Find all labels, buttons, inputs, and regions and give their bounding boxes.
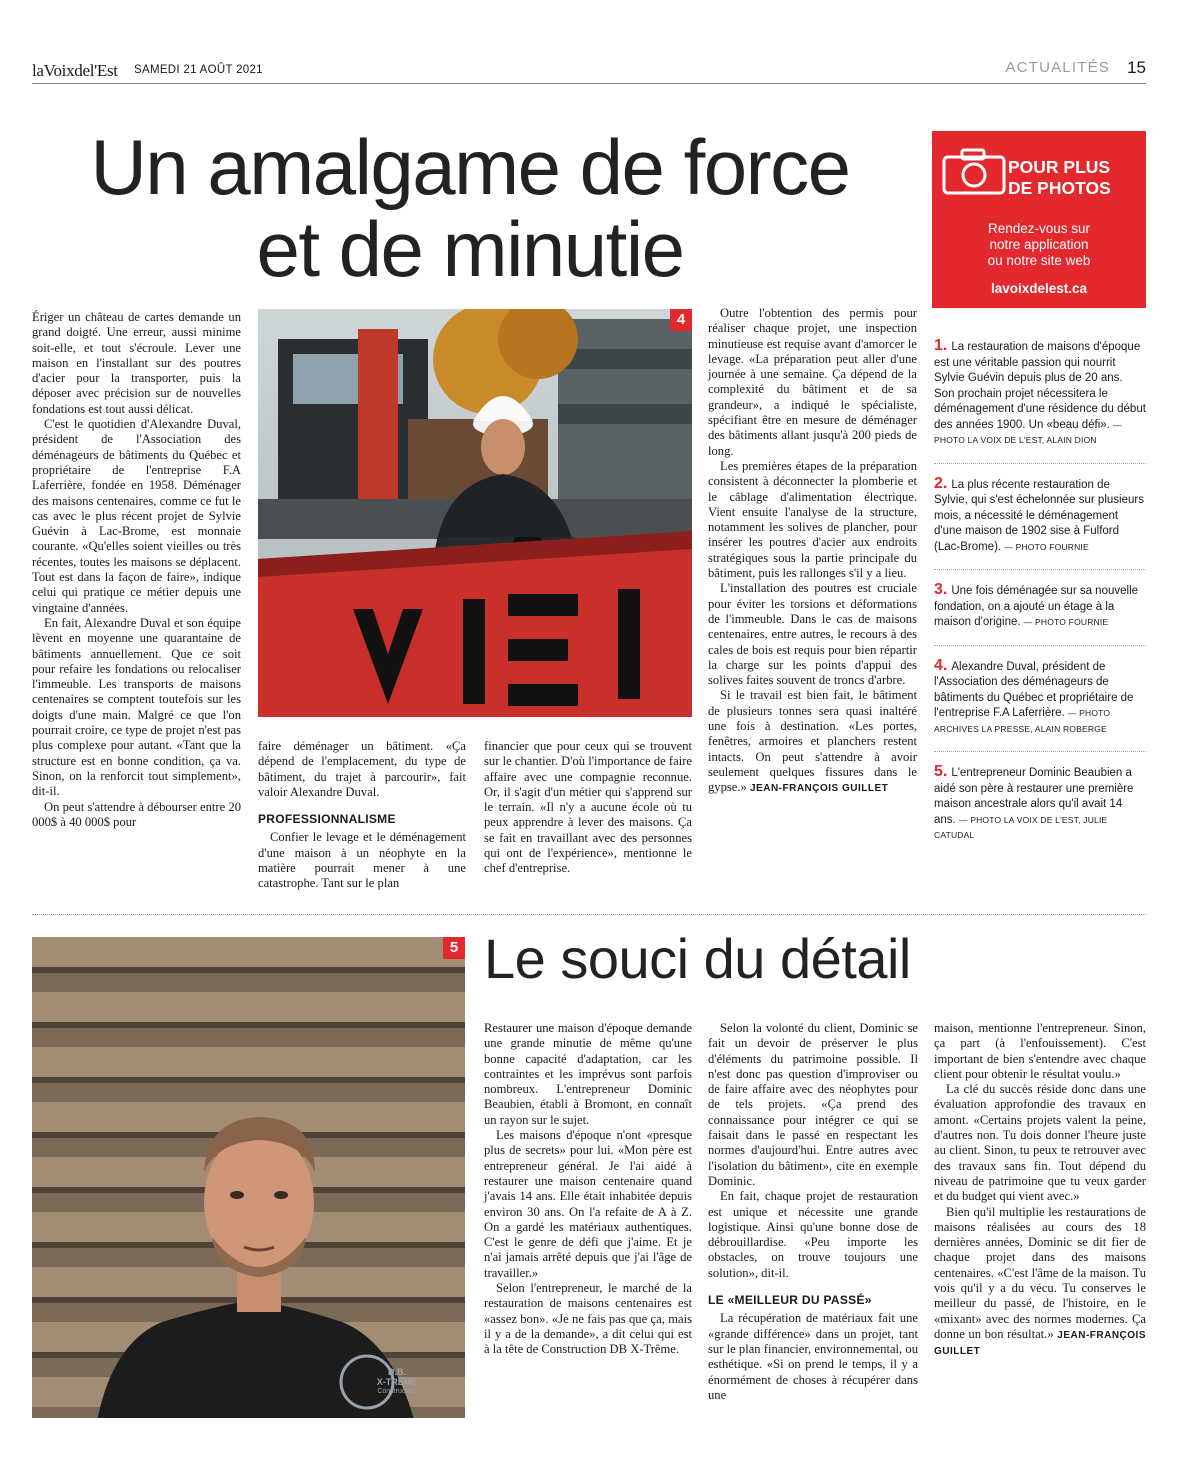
promo-box[interactable] xyxy=(932,131,1146,308)
paragraph: C'est le quotidien d'Alexandre Duval, président de l'Association des déménageurs de bâtiments du Québec et propriétaire de l'entreprise F.A Laferrière, fondée en 1958. Déménager des maisons centenaires, comme ce fut le cas avec le plus récent projet de Sylvie Guévin à Lac-Brome, est monnaie courante. «Qu'elles soient vieilles ou très récentes, toutes les maisons se déplacent. Tout est dans la façon de faire», indique celui qui pratique ce métier depuis une vingtaine d'années. xyxy=(32,417,241,615)
paragraph: La récupération de matériaux fait une «grande différence» dans un projet, tant sur le plan financier, environnemental, ou esthétique. «Si on prend le temps, il y a énormément de choses à récupérer dans une xyxy=(708,1311,918,1402)
article2-column-1 xyxy=(484,1021,692,1358)
page-header xyxy=(32,58,1146,84)
caption-list xyxy=(934,330,1146,858)
article1-column-4 xyxy=(708,306,917,797)
paragraph: En fait, Alexandre Duval et son équipe lèvent en moyenne une quarantaine de bâtiments annuellement. Que ce soit pour refaire les fondations ou relocaliser l'immeuble. Les transports de maisons centenaires se comptent toutefois sur les doigts d'une main. Malgré ce que l'on pourrait croire, ce type de projet n'est pas plus complexe pour autant. «Tant que la structure est en bonne condition, ça va. Sinon, on la renforcit tout simplement», dit-il. xyxy=(32,615,241,799)
caption-number: 2. xyxy=(934,474,948,492)
subheading: LE «MEILLEUR DU PASSÉ» xyxy=(708,1293,872,1308)
caption-number: 1. xyxy=(934,337,948,354)
masthead-logo: laVoixdel'Est xyxy=(32,61,118,80)
paragraph: Ériger un château de cartes demande un grand doigté. Une erreur, aussi minime soit-elle, et tout s'écroule. Lever une maison en l'installant sur des poutres d'acier pour la transporter, puis la déposer avec précision sur de nouvelles fondations est tout aussi délicat. xyxy=(32,310,241,416)
photo-credit: — PHOTO ARCHIVES LA PRESSE, ALAIN ROBERGE xyxy=(934,708,1111,734)
headline-line-2: et de minutie xyxy=(256,205,684,293)
author-signature: JEAN-FRANÇOIS GUILLET xyxy=(749,783,889,795)
article1-column-2 xyxy=(258,739,466,892)
caption-1 xyxy=(934,330,1146,464)
caption-number: 5. xyxy=(934,763,948,780)
article1-column-3 xyxy=(484,739,692,877)
shirt-logo-text xyxy=(362,1367,432,1397)
photo-alexandre-duval xyxy=(258,309,692,717)
photo-credit: — PHOTO FOURNIE xyxy=(1023,617,1109,627)
caption-5 xyxy=(934,752,1146,858)
promo-title xyxy=(1008,157,1111,199)
caption-2 xyxy=(934,464,1146,571)
photo-credit: — PHOTO LA VOIX DE L'EST, JULIE CATUDAL xyxy=(934,814,1108,840)
caption-text: Alexandre Duval, président de l'Association des déménageurs de bâtiments du Québec et propriétaire de l'entreprise F.A Laferrière. xyxy=(934,660,1134,719)
section-label: ACTUALITÉS xyxy=(1005,59,1110,76)
photo-4-illustration xyxy=(258,309,692,717)
issue-date: SAMEDI 21 AOÛT 2021 xyxy=(134,64,263,76)
photo-5-illustration xyxy=(32,937,465,1418)
paragraph: La clé du succès réside donc dans une évaluation approfondie des travaux en amont. «Certains projets valent la peine, d'autres non. Tu dois donner l'heure juste au client. Sinon, tu peux te retrouver avec des travaux sans fin. Tout dépend du niveau de patrimoine que tu veux garder et du budget qui vient avec.» xyxy=(934,1082,1146,1204)
caption-text: La plus récente restauration de Sylvie, qui s'est échelonnée sur plusieurs mois, a nécessité le déménagement d'une maison de 1902 sise à Fulford (Lac-Brome). xyxy=(934,478,1144,553)
photo-credit: — PHOTO FOURNIE xyxy=(1004,541,1089,552)
promo-url[interactable]: lavoixdelest.ca xyxy=(990,281,1088,296)
caption-text: La restauration de maisons d'époque est une véritable passion qui nourrit Sylvie Guévin depuis plus de 20 ans. Son prochain projet nécessitera le déménagement d'une résidence du début des années 1900. Un «beau défi». xyxy=(934,341,1146,431)
caption-4 xyxy=(934,646,1146,753)
article1-column-1 xyxy=(32,310,241,830)
paragraph: Selon la volonté du client, Dominic se fait un devoir de préserver le plus d'éléments du patrimoine possible. Il n'est donc pas question d'improviser ou de faire affaire avec des néophytes pour de tels projets. «Ça prend des connaissance pour intégrer ce qui se faisait dans le passé en respectant les normes d'aujourd'hui. Entre autres avec l'isolation du bâtiment», cite en exemple Dominic. xyxy=(708,1021,918,1188)
paragraph: En fait, chaque projet de restauration est unique et nécessite une grande logistique. Ainsi qu'une bonne dose de débrouillardise. «Peu importe les obstacles, on trouve toujours une solution», dit-il. xyxy=(708,1189,918,1280)
paragraph: Selon l'entrepreneur, le marché de la restauration de maisons centenaires est «assez bon». «Je ne fais pas que ça, mais il y a de la demande», a dit celui qui est à la tête de Construction DB X-Trême. xyxy=(484,1281,692,1357)
paragraph: Confier le levage et le déménagement d'une maison à un néophyte en la matière pourrait mener à une catastrophe. Tant sur le plan xyxy=(258,830,466,891)
author-signature: JEAN-FRANÇOIS GUILLET xyxy=(934,1329,1146,1358)
shirt-logo-line-2: X-TRÊME xyxy=(376,1377,418,1387)
article2-column-2 xyxy=(708,1021,918,1403)
article2-column-3 xyxy=(934,1021,1146,1360)
photo-dominic-beaubien xyxy=(32,937,465,1418)
shirt-logo-line-3: Construction xyxy=(377,1388,417,1395)
article2-headline: Le souci du détail xyxy=(484,927,911,990)
subheading: PROFESSIONNALISME xyxy=(258,812,396,827)
promo-text: Rendez-vous sur notre application ou notre site web xyxy=(987,221,1091,268)
caption-3 xyxy=(934,570,1146,646)
caption-number: 3. xyxy=(934,581,948,598)
photo-number-badge: 5 xyxy=(443,937,465,959)
page-number: 15 xyxy=(1127,58,1146,77)
paragraph: Les premières étapes de la préparation consistent à déconnecter la plomberie et le câblage d'alimentation électrique. Vient ensuite l'analyse de la structure, notamment les solives de plancher, pour insérer les poutres d'acier aux endroits stratégiques sous la partie principale du bâtiment, puis les rallonges s'il y a lieu. xyxy=(708,458,917,581)
paragraph: financier que pour ceux qui se trouvent sur le chantier. D'où l'importance de faire affaire avec une compagnie reconnue. Or, il s'agit d'un métier qui s'apprend sur le terrain. «Il n'y a aucune école où tu peux apprendre à lever des maisons. Ça se fait en travaillant avec des personnes qui ont de l'expérience», mentionne le chef d'entreprise. xyxy=(484,739,692,876)
camera-icon xyxy=(942,147,1006,200)
promo-title-line-1: POUR PLUS xyxy=(1008,157,1111,177)
headline-line-1: Un amalgame de force xyxy=(90,123,850,211)
promo-title-line-2: DE PHOTOS xyxy=(1008,178,1111,198)
paragraph: L'installation des poutres est cruciale pour éviter les torsions et déformations de l'immeuble. Dans le cas de maisons centenaires, entre autres, le recours à des cales de bois est requis pour bien répartir la charge sur les points d'appui des solives faites souvent de troncs d'arbre. xyxy=(708,581,917,688)
paragraph: On peut s'attendre à débourser entre 20 000$ à 40 000$ pour xyxy=(32,799,241,829)
paragraph: Bien qu'il multiplie les restaurations de maisons réalisées au cours des 18 dernières années, Dominic se dit fier de chaque projet dans des maisons centenaires. «C'est l'âme de la maison. Tu vois qu'il y a du vécu. Tu conserves le meilleur du passé, de l'histoire, en le «mixant» avec des normes modernes. Ça donne un bon résultat.» xyxy=(934,1204,1146,1341)
paragraph: Si le travail est bien fait, le bâtiment de plusieurs tonnes sera quasi inaltéré une fois à destination. «Les portes, fenêtres, armoires et planchers restent intacts. On peut s'attendre à avoir seulement quelques fissures dans le gypse.» xyxy=(708,688,917,795)
shirt-logo-line-1: D.B. xyxy=(388,1367,406,1377)
caption-text: Une fois déménagée sur sa nouvelle fondation, on a ajouté un étage à la maison d'origine. xyxy=(934,585,1139,628)
photo-number-badge: 4 xyxy=(670,309,692,331)
paragraph: maison, mentionne l'entrepreneur. Sinon, ça part (à l'enfouissement). C'est important de bien s'entendre avec chaque client pour obtenir le résultat voulu.» xyxy=(934,1021,1146,1081)
paragraph: Les maisons d'époque n'ont «presque plus de secrets» pour lui. «Mon père est entrepreneur général. Je l'ai aidé à restaurer une maison centenaire quand j'avais 14 ans. Elle était inhabitée depuis environ 30 ans. On l'a refaite de A à Z. On a gardé les matériaux authentiques. C'est le genre de défi que j'aime. Et je n'ai jamais arrêté depuis que j'ai l'âge de travailler.» xyxy=(484,1128,692,1280)
section-divider xyxy=(32,914,1146,915)
caption-text: L'entrepreneur Dominic Beaubien a aidé son père à restaurer une première maison ancestrale alors qu'il avait 14 ans. xyxy=(934,767,1134,826)
paragraph: faire déménager un bâtiment. «Ça dépend de l'emplacement, du type de bâtiment, du trajet à parcourir», fait valoir Alexandre Duval. xyxy=(258,739,466,799)
paragraph: Restaurer une maison d'époque demande une grande minutie de même qu'une bonne capacité d'adaptation, car les contraintes et les imprévus sont parfois nombreux. L'entrepreneur Dominic Beaubien, établi à Bromont, en connaît un rayon sur le sujet. xyxy=(484,1021,692,1127)
caption-number: 4. xyxy=(934,656,948,674)
photo-credit: — PHOTO LA VOIX DE L'EST, ALAIN DION xyxy=(934,419,1122,445)
article-headline xyxy=(30,123,910,293)
paragraph: Outre l'obtention des permis pour réaliser chaque projet, une inspection minutieuse est requise avant d'amorcer le levage. «La préparation peut aller d'une journée à une semaine. Ça dépend de la complexité du bâtiment et de sa grandeur», a indiqué le spécialiste, spécifiant être en mesure de déménager des bâtiments allant jusqu'à 200 pieds de long. xyxy=(708,306,917,458)
